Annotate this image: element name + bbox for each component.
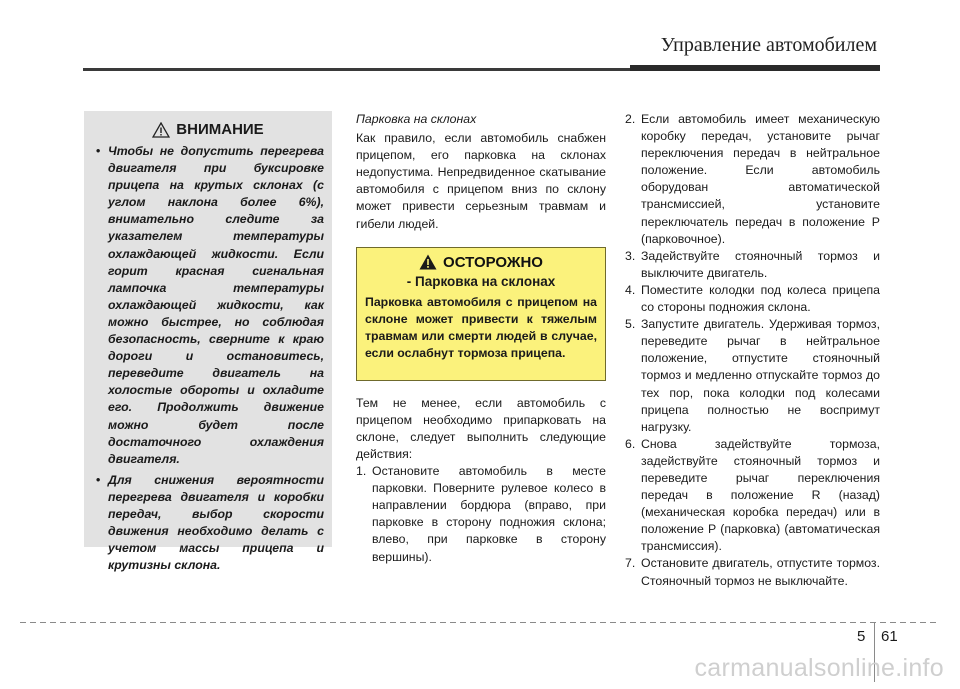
step-text: Задействуйте стояночный тормоз и выключите двигатель. <box>641 248 880 280</box>
step-item <box>625 282 880 316</box>
step-number: 2. <box>625 112 636 126</box>
watermark: carmanualsonline.info <box>694 654 944 682</box>
step-number: 1. <box>356 464 367 479</box>
intro-paragraph: Как правило, если автомобиль снабжен прицепом, его парковка на склонах недопустима. Непредвиденное скатывание автомобиля с прицепом вниз по склону может привести серьезным травмам и гибели людей. <box>356 131 606 231</box>
after-paragraph: Тем не менее, если автомобиль с прицепом необходимо припарковать на склоне, следует выполнить следующие действия: <box>356 395 606 461</box>
step-item <box>625 316 880 436</box>
caution-heading <box>365 254 597 271</box>
warning-heading <box>92 121 324 138</box>
warning-item-2: • Для снижения вероятности перегрева двигателя и коробки передач, выбор скорости движения необходимо делать с учетом массы прицепа и крутизны склона. <box>92 472 324 575</box>
step-number: 5. <box>625 317 636 332</box>
step-text: Запустите двигатель. Удерживая тормоз, переведите рычаг в нейтральное положение, отпустите стояночный тормоз и медленно отпускайте тормоз до тех пор, пока колодки под колесами прицепа полностью не воспримут нагрузку. <box>641 317 880 434</box>
warning-box <box>84 111 332 573</box>
caution-triangle-icon <box>419 254 437 270</box>
caution-subheading: - Парковка на склонах <box>406 273 556 289</box>
steps-list-right <box>625 111 880 590</box>
warning-list <box>92 143 324 574</box>
caution-box <box>356 247 606 381</box>
page-number: 61 <box>881 628 898 645</box>
footer-rule <box>20 622 940 623</box>
step-text: Остановите автомобиль в месте парковки. Поверните рулевое колесо в направлении бордюра (вправо, при парковке в сторону подножия склона; влево, при парковке в сторону вершины). <box>372 464 606 564</box>
step-text: Остановите двигатель, отпустите тормоз. Стояночный тормоз не выключайте. <box>641 556 880 588</box>
warning-triangle-icon <box>152 122 170 138</box>
steps-list-middle <box>356 463 606 566</box>
header-rule <box>83 68 880 71</box>
step-item <box>625 248 880 282</box>
warning-heading-text: ВНИМАНИЕ <box>176 121 264 138</box>
step-item <box>625 436 880 556</box>
step-number: 7. <box>625 556 636 571</box>
step-text: Если автомобиль имеет механическую коробку передач, установите рычаг переключения передач в нейтральное положение. Если автомобиль оборудован автоматической трансмиссией, установите переключатель передач в положение P (парковочное). <box>641 112 880 246</box>
step-number: 4. <box>625 282 636 297</box>
middle-column <box>356 111 606 566</box>
caution-text: Парковка автомобиля с прицепом на склоне может привести к тяжелым травмам или смерти людей в случае, если ослабнут тормоза прицепа. <box>365 294 597 361</box>
step-number: 3. <box>625 248 636 263</box>
step-text: Снова задействуйте тормоза, задействуйте стояночный тормоз и переведите рычаг переключения передач в положение R (назад) (механическая коробка передач) или в положение P (парковка) (автоматическая трансмиссия). <box>641 436 880 554</box>
section-title: Парковка на склонах <box>356 112 477 126</box>
step-number: 6. <box>625 436 636 451</box>
right-column <box>625 111 880 590</box>
warning-item-1: • Чтобы не допустить перегрева двигателя при буксировке прицепа на крутых склонах (с углом наклона более 6%), внимательно следите за указателем температуры охлаждающей жидкости. Если горит красная сигнальная лампочка температуры охлаждающей жидкости, как можно быстрее, но соблюдая безопасность, сверните к краю дороги и остановитесь, переведите двигатель на холостые обороты и охладите его. Продолжить движение можно будет после достаточного охлаждения двигателя. <box>92 143 324 468</box>
step-item <box>625 111 880 248</box>
chapter-number: 5 <box>857 628 866 645</box>
step-item <box>356 463 606 566</box>
step-text: Поместите колодки под колеса прицепа со стороны подножия склона. <box>641 282 880 315</box>
step-item <box>625 555 880 589</box>
page-header-title: Управление автомобилем <box>660 34 877 56</box>
caution-heading-text: ОСТОРОЖНО <box>443 253 543 271</box>
